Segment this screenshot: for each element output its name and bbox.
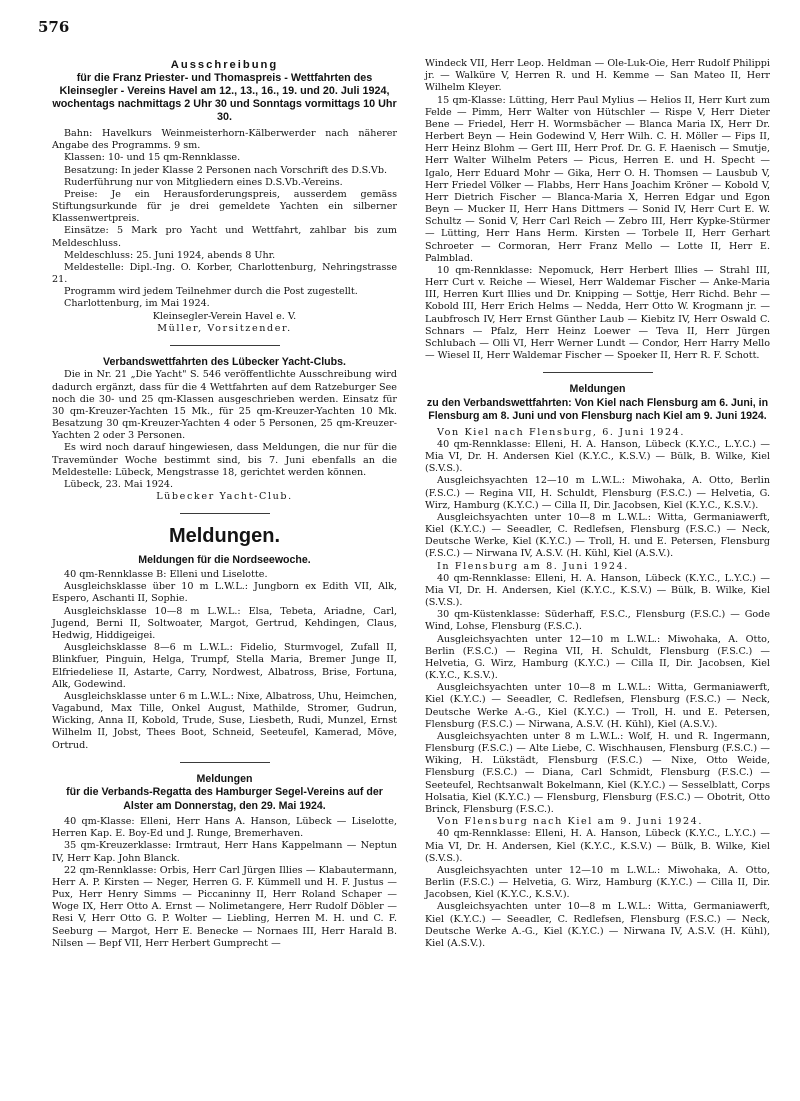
nord-entry: Ausgleichsklasse über 10 m L.W.L.: Jungborn ex Edith VII, Alk, Espero, Aschanti II, Sophie. bbox=[52, 581, 397, 605]
nord-entry: 40 qm-Rennklasse B: Elleni und Liselotte. bbox=[64, 569, 268, 581]
kiel-entry: 40 qm-Rennklasse: Elleni, H. A. Hanson, Lübeck (K.Y.C., L.Y.C.) — Mia VI, Dr. H. Andersen, Kiel (K.Y.C., K.S.V.) — Bülk, B. Wilke, Kiel (S.V.S.). bbox=[425, 828, 770, 864]
meldestelle-paragraph: Meldestelle: Dipl.-Ing. O. Korber, Charlottenburg, Nehringstrasse 21. bbox=[52, 261, 397, 286]
kiel-entry: Ausgleichsyachten unter 12—10 m L.W.L.: Miwohaka, A. Otto, Berlin (F.S.C.) — Helvetia, G. Wirz, Hamburg (K.Y.C.) — Cilla II, Dir. Jacobsen, Kiel (K.Y.C., K.S.V.). bbox=[425, 864, 770, 901]
hamburg-entry: 10 qm-Rennklasse: Nepomuck, Herr Herbert Illies — Strahl III, Herr Curt v. Reiche — Wiesel, Herr Waldemar Fischer — Anke-Maria III, Herren Kurt Illies und Dr. Knipping — Sottje, Herr Richd. Behr — Kobold III, Herr Erich Helms — Nedda, Herr Otto W. Krogmann jr. — Laubfrosch IV, Herr Ernst Günther Laub — Kiebitz IV, Herr Oswald C. Schnars — Pfalz, Herr Heinz Loewer — Teva II, Herr Jürgen Schlubach — Olli VI, Herr Werner Lundt — Condor, Herr Harry Mello — Wiesel II, Herr Waldemar Fischer — Spoeker II, Herr R. F. Schott. bbox=[425, 264, 770, 362]
race-date-heading: In Flensburg am 8. Juni 1924. bbox=[437, 560, 629, 572]
kiel-entry: 40 qm-Rennklasse: Elleni, H. A. Hanson, Lübeck (K.Y.C., L.Y.C.) — Mia VI, Dr. H. Andersen Kiel (K.Y.C., K.S.V.) — Bülk, B. Wilke, Kiel (S.V.S.). bbox=[425, 438, 770, 475]
meldungen-title: Meldungen. bbox=[168, 525, 281, 548]
kiel-title: Meldungen bbox=[569, 383, 626, 396]
einsaetze-paragraph: Einsätze: 5 Mark pro Yacht und Wettfahrt, zahlbar bis zum Meldeschluss. bbox=[52, 225, 397, 249]
signature-chairman: Müller, Vorsitzender. bbox=[157, 322, 292, 334]
kiel-heading: zu den Verbandswettfahrten: Von Kiel nach Flensburg am 6. Juni, in Flensburg am 8. Juni und von Flensburg nach Kiel am 9. Juni 1924. bbox=[426, 396, 769, 423]
hamburg-entry: 35 qm-Kreuzerklasse: Irmtraut, Herr Hans Kappelmann — Neptun IV, Herr Kap. John Blanck. bbox=[52, 840, 397, 864]
klassen-paragraph: Klassen: 10- und 15 qm-Rennklasse. bbox=[64, 152, 241, 164]
nordseewoche-heading: Meldungen für die Nordseewoche. bbox=[138, 553, 311, 566]
kiel-entry: 40 qm-Rennklasse: Elleni, H. A. Hanson, Lübeck (K.Y.C., L.Y.C.) — Mia VI, Dr. H. Andersen, Kiel (K.Y.C., K.S.V.) — Bülk, B. Wilke, Kiel (S.V.S.). bbox=[425, 572, 770, 609]
race-date-heading: Von Flensburg nach Kiel am 9. Juni 1924. bbox=[437, 816, 704, 828]
luebeck-signature: Lübecker Yacht-Club. bbox=[156, 491, 293, 503]
divider bbox=[543, 372, 653, 373]
race-date-heading: Von Kiel nach Flensburg, 6. Juni 1924. bbox=[437, 426, 686, 438]
divider bbox=[180, 762, 270, 763]
divider bbox=[180, 513, 270, 514]
left-column bbox=[52, 58, 397, 950]
ausschreibung-heading: für die Franz Priester- und Thomaspreis - Wettfahrten des Kleinsegler - Vereins Havel am 12., 13., 16., 19. und 20. Juli 1924, wochentags nachmittags 2 Uhr 30 und Sonntags vormittags 10 Uhr 30. bbox=[52, 72, 397, 124]
nord-entry: Ausgleichsklasse 10—8 m L.W.L.: Elsa, Tebeta, Ariadne, Carl, Jugend, Berni II, Soltwoater, Margot, Gertrud, Kehdingen, Claus, Hedwig, Hiddigeigei. bbox=[52, 605, 397, 641]
hamburg-title: Meldungen bbox=[196, 772, 253, 785]
right-column bbox=[425, 58, 770, 950]
luebeck-heading: Verbandswettfahrten des Lübecker Yacht-Clubs. bbox=[103, 355, 346, 368]
kiel-entry: Ausgleichsyachten unter 10—8 m L.W.L.: Witta, Germaniawerft, Kiel (K.Y.C.) — Seeadler, C. Redlefsen, Flensburg (F.S.C.) — Neck, Deutsche Werke A.-G., Kiel (K.Y.C.) — Troll, H. und E. Petersen, Flensburg (F.S.C.) — Nirwana, A.S.V. (H. Kühl), Kiel (A.S.V.). bbox=[425, 682, 770, 730]
divider bbox=[170, 345, 280, 346]
luebeck-place-date: Lübeck, 23. Mai 1924. bbox=[64, 478, 174, 490]
kiel-entry: Ausgleichsyachten unter 10—8 m L.W.L.: Witta, Germaniawerft, Kiel (K.Y.C.) — Seeadler, C. Redlefsen, Flensburg (F.S.C.) — Neck, Deutsche Werke A.-G., Kiel (K.Y.C.) — Nirwana IV, A.S.V. (H. Kühl), Kiel (A.S.V.). bbox=[425, 901, 770, 949]
ruderfuehrung-paragraph: Ruderführung nur von Mitgliedern eines D.S.Vb.-Vereins. bbox=[64, 176, 343, 188]
kiel-entry: 30 qm-Küstenklasse: Süderhaff, F.S.C., Flensburg (F.S.C.) — Gode Wind, Lohse, Flensburg (F.S.C.). bbox=[425, 609, 770, 633]
page-number: 576 bbox=[38, 18, 70, 36]
hamburg-entry-continued: Windeck VII, Herr Leop. Heldman — Ole-Luk-Oie, Herr Rudolf Philippi jr. — Walküre V, Herren R. und H. Kemme — San Mateo II, Herr Wilhelm Kleyer. bbox=[425, 58, 770, 94]
hamburg-entry: 22 qm-Rennklasse: Orbis, Herr Carl Jürgen Illies — Klabautermann, Herr A. P. Kirsten — Neger, Herren G. F. Kümmell und H. F. Justus — Pux, Herr Henry Simms — Piccaninny II, Herr Roland Schaper — Woge IX, Herr Otto A. Ernst — Nolimetangere, Herr Rudolf Döbler — Resi V, Herr Otto G. P. Wolter — Liebling, Herren M. H. und C. F. Seeburg — Margot, Herr E. Benecke — Nornaes III, Herr Harald B. Nilsen — Bepf VII, Herr Herbert Gumprecht — bbox=[52, 864, 397, 949]
hamburg-entry: 40 qm-Klasse: Elleni, Herr Hans A. Hanson, Lübeck — Liselotte, Herren Kap. E. Boy-Ed und J. Runge, Bremerhaven. bbox=[52, 816, 397, 840]
programm-paragraph: Programm wird jedem Teilnehmer durch die Post zugestellt. bbox=[64, 286, 358, 298]
kiel-entry: Ausgleichsyachten unter 10—8 m L.W.L.: Witta, Germaniawerft, Kiel (K.Y.C.) — Seeadler, C. Redlefsen, Flensburg (F.S.C.) — Neck, Deutsche Werke, Kiel (K.Y.C.) — Troll, H. und E. Petersen, Flensburg (F.S.C.) — Nirwana IV, A.S.V. (H. Kühl, Kiel (A.S.V.). bbox=[425, 511, 770, 560]
kiel-entry: Ausgleichsyachten unter 8 m L.W.L.: Wolf, H. und R. Ingermann, Flensburg (F.S.C.) — Alte Liebe, C. Wischhausen, Flensburg (F.S.C.) — Wiking, H. Lükstädt, Flensburg (F.S.C.) — Nixe, Otto Weide, Flensburg (F.S.C.) — Diana, Carl Schmidt, Flensburg (F.S.C.) — Seeteufel, Rechtsanwalt Bokelmann, Kiel (K.Y.C.) — Sesselblatt, Corps Holsatia, Kiel (K.Y.C.) — Flensburg, Flensburg (F.S.C.) — Obotrit, Otto Brinck, Flensburg (F.S.C.). bbox=[425, 730, 770, 815]
kiel-entry: Ausgleichsyachten 12—10 m L.W.L.: Miwohaka, A. Otto, Berlin (F.S.C.) — Regina VII, H. Schuldt, Flensburg (F.S.C.) — Helvetia, G. Wirz, Hamburg (K.Y.C.) — Cilla II, Dir. Jacobsen, Kiel (K.Y.C., K.S.V.). bbox=[425, 475, 770, 511]
kiel-entry: Ausgleichsyachten unter 12—10 m L.W.L.: Miwohaka, A. Otto, Berlin (F.S.C.) — Regina VII, H. Schuldt, Flensburg (F.S.C.) — Helvetia, G. Wirz, Hamburg (K.Y.C.) — Cilla II, Dir. Jacobsen, Kiel (K.Y.C., K.S.V.). bbox=[425, 633, 770, 682]
luebeck-paragraph-1: Die in Nr. 21 „Die Yacht" S. 546 veröffentlichte Ausschreibung wird dadurch ergänzt, dass für die 4 Wettfahrten auf dem Ratzeburger See noch die 30- und 25 qm-Klassen ausgeschrieben werden. Einsatz für 30 qm-Kreuzer-Yachten 15 Mk., für 25 qm-Kreuzer-Yachten 10 Mk. Besatzung 30 qm-Kreuzer-Yachten 4 oder 5 Personen, 25 qm-Kreuzer-Yachten 2 oder 3 Personen. bbox=[52, 369, 397, 442]
meldeschluss-paragraph: Meldeschluss: 25. Juni 1924, abends 8 Uhr. bbox=[64, 249, 276, 261]
besatzung-paragraph: Besatzung: In jeder Klasse 2 Personen nach Vorschrift des D.S.Vb. bbox=[64, 164, 388, 176]
luebeck-paragraph-2: Es wird noch darauf hingewiesen, dass Meldungen, die nur für die Travemünder Woche bestimmt sind, bis 7. Juni ebenfalls an die Meldestelle: Lübeck, Mengstrasse 18, gerichtet werden können. bbox=[52, 442, 397, 478]
place-date: Charlottenburg, im Mai 1924. bbox=[64, 298, 210, 310]
nord-entry: Ausgleichsklasse unter 6 m L.W.L.: Nixe, Albatross, Uhu, Heimchen, Vagabund, Max Tille, Onkel August, Mathilde, Stromer, Gudrun, Wicking, Anna II, Kobold, Trude, Suse, Liesbeth, Rudi, Munzel, Ernst Wilhelm II, Jobst, Thees Boot, Schneid, Seeteufel, Kamerad, Möve, Ortrud. bbox=[52, 690, 397, 751]
ausschreibung-title: Ausschreibung bbox=[170, 59, 279, 71]
signature-club: Kleinsegler-Verein Havel e. V. bbox=[152, 310, 297, 322]
preise-paragraph: Preise: Je ein Herausforderungspreis, ausserdem gemäss Stiftungsurkunde für je drei gemeldete Yachten ein silberner Klassenwertpreis. bbox=[52, 188, 397, 225]
hamburg-entry: 15 qm-Klasse: Lütting, Herr Paul Mylius — Helios II, Herr Kurt zum Felde — Pimm, Herr Walter von Hütschler — Rispe V, Herr Dieter Bene — Friedel, Herr H. Wormsbächer — Blanca Maria IX, Herr Dr. Herbert Beyn — Hein Godewind V, Herr Wilh. C. H. Möller — Fips II, Herr Heinz Blohm — Gert III, Herr Prof. Dr. G. F. Haenisch — Smutje, Herr Walter Wilhelm Peters — Picus, Herren E. und H. Specht — Igalo, Herr Eduard Mohr — Gika, Herr O. H. Thomsen — Lausbub V, Herr Friedel Völker — Flabbs, Herr Hans Joachim Kröner — Kobold V, Herr Dietrich Fischer — Blanca-Maria X, Herren Edgar und Egon Beyn — Mucker II, Herr Hans Dittmers — Sonid IV, Herr Curt E. W. Schultz — Sonid V, Herr Carl Reich — Zebro III, Herr Kypke-Stürmer — Lütting, Herr Hans Herm. Kirsten — Torbele II, Herr Gerhart Schroeter — Cormoran, Herr Franz Mello — Lotte II, Herr E. Palmblad. bbox=[425, 94, 770, 264]
bahn-paragraph: Bahn: Havelkurs Weinmeisterhorn-Kälberwerder nach näherer Angabe des Programms. 9 sm. bbox=[52, 128, 397, 152]
hamburg-heading: für die Verbands-Regatta des Hamburger Segel-Vereins auf der Alster am Donnerstag, den 29. Mai 1924. bbox=[66, 786, 383, 812]
nord-entry: Ausgleichsklasse 8—6 m L.W.L.: Fidelio, Sturmvogel, Zufall II, Blinkfuer, Pinguin, Helga, Trumpf, Stella Maria, Bremer Junge II, Elfriedeliese II, Astarte, Carry, Nordwest, Albatross, Brise, Fortuna, Alk, Godewind. bbox=[52, 642, 397, 690]
